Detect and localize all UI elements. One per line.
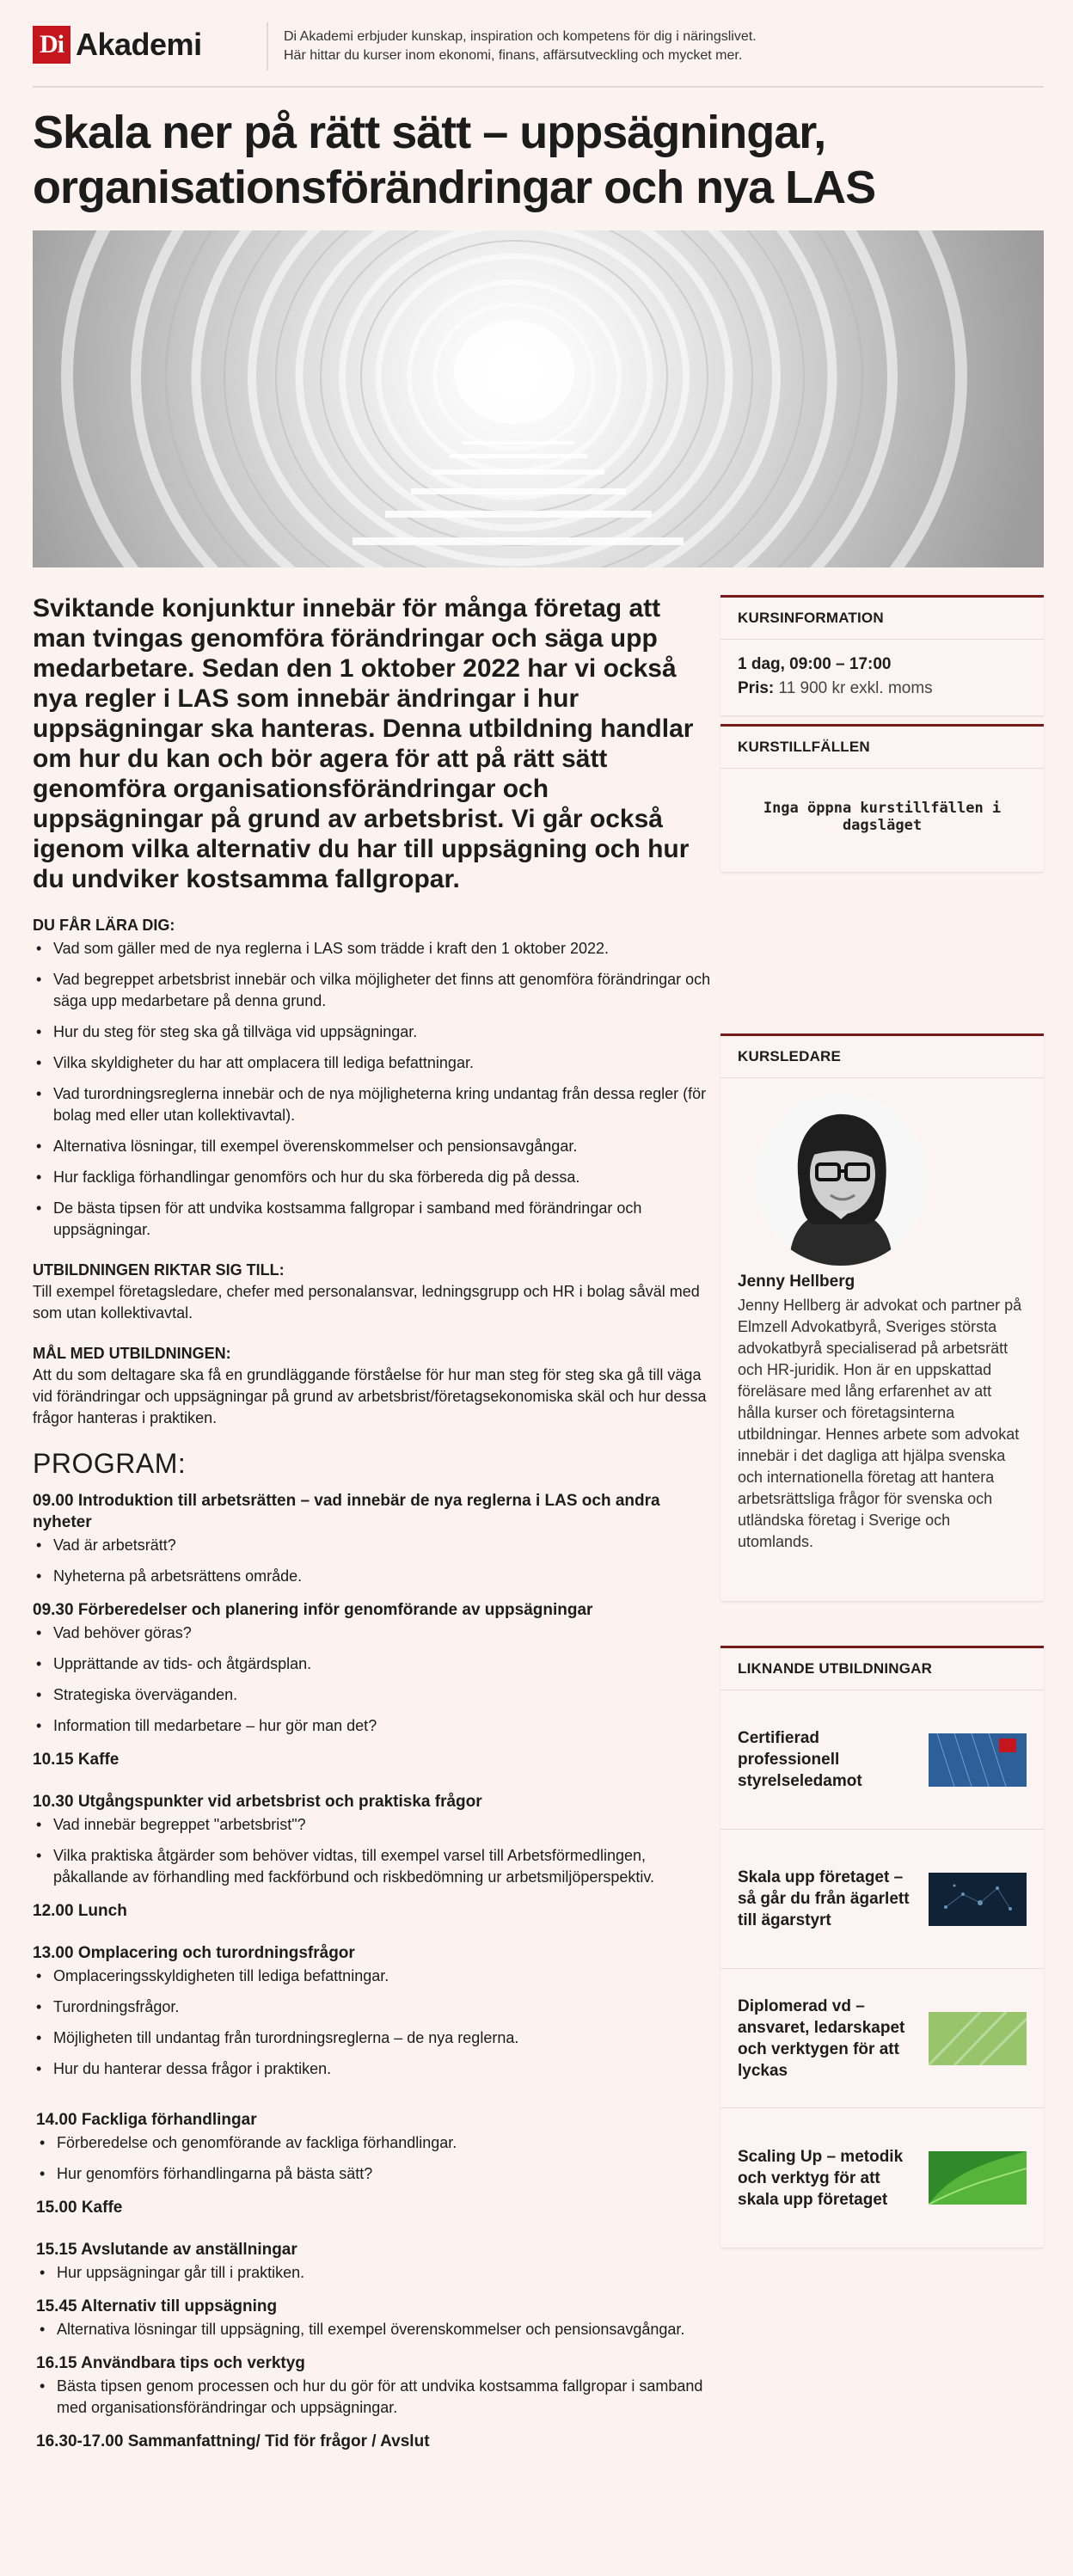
related-heading: LIKNANDE UTBILDNINGAR: [720, 1648, 1044, 1690]
related-course-title[interactable]: Diplomerad vd – ansvaret, ledarskapet och verktygen för att lyckas: [738, 1996, 905, 2080]
program-points: [36, 2132, 712, 2185]
list-item: • Förberedelse och genomförande av fackliga förhandlingar.: [36, 2132, 712, 2154]
teacher-name: Jenny Hellberg: [738, 1273, 855, 1291]
program-item-title: 15.45 Alternativ till uppsägning: [36, 2297, 278, 2315]
program-points: [33, 1814, 712, 1888]
related-course-thumbnail[interactable]: [929, 2012, 1027, 2065]
list-item: • Vad är arbetsrätt?: [33, 1535, 712, 1556]
program-item: [33, 1791, 712, 1888]
program-points: [36, 2262, 712, 2284]
program-item: [33, 2296, 712, 2340]
price-label: Pris:: [738, 679, 775, 697]
course-occasions-card: [720, 724, 1044, 872]
tagline-line-1: Di Akademi erbjuder kunskap, inspiration och kompetens för dig i näringslivet.: [284, 29, 757, 44]
program-item-title: 15.00 Kaffe: [36, 2199, 123, 2217]
program-item-title: 16.15 Användbara tips och verktyg: [36, 2354, 305, 2372]
related-courses-card: [720, 1646, 1044, 2248]
program-item: [33, 2197, 712, 2218]
program-item: [33, 2431, 712, 2452]
list-item: • Alternativa lösningar, till exempel överenskommelser och pensionsavgångar.: [33, 1136, 712, 1157]
list-item: • Möjligheten till undantag från turordningsreglerna – de nya reglerna.: [33, 2027, 712, 2049]
program-points: [36, 2319, 712, 2340]
related-course-title[interactable]: Certifierad professionell styrelseledamot: [738, 1729, 862, 1790]
related-course-item[interactable]: [720, 1969, 1044, 2108]
list-item: • Alternativa lösningar till uppsägning, till exempel överenskommelser och pensionsavgångar.: [36, 2319, 712, 2340]
course-info-card: [720, 595, 1044, 715]
program-points: [33, 1966, 712, 2080]
di-akademi-logo[interactable]: [33, 26, 202, 64]
course-description: [33, 915, 712, 2464]
teacher-portrait: [755, 1094, 927, 1266]
list-item: • Vad som gäller med de nya reglerna i LAS som trädde i kraft den 1 oktober 2022.: [33, 938, 712, 960]
program-item: [33, 1900, 712, 1922]
goal-heading: MÅL MED UTBILDNINGEN:: [33, 1345, 231, 1362]
thumbnail-network: [929, 1873, 1027, 1926]
list-item: • Hur du hanterar dessa frågor i praktiken.: [33, 2058, 712, 2080]
related-course-item[interactable]: [720, 1690, 1044, 1830]
list-item: • Information till medarbetare – hur gör man det?: [33, 1715, 712, 1737]
learn-heading: DU FÅR LÄRA DIG:: [33, 917, 175, 934]
course-leader-card: [720, 1033, 1044, 1601]
course-info-heading: KURSINFORMATION: [720, 598, 1044, 640]
hero-image-tunnel: [33, 230, 1044, 567]
goal-section: [33, 1343, 712, 1429]
related-course-thumbnail[interactable]: [929, 1733, 1027, 1787]
list-item: • Nyheterna på arbetsrättens område.: [33, 1566, 712, 1587]
page-title-line-2: organisationsförändringar och nya LAS: [33, 162, 876, 213]
program-item-title: 14.00 Fackliga förhandlingar: [36, 2111, 257, 2129]
list-item: • Vad turordningsreglerna innebär och de nya möjligheterna kring undantag från dessa regler (för bolag med eller utan kollektivavtal).: [33, 1083, 712, 1126]
related-course-item[interactable]: [720, 1830, 1044, 1969]
no-occasions-text: Inga öppna kurstillfällen i dagsläget: [763, 800, 1002, 834]
course-price: [738, 679, 1027, 698]
target-section: [33, 1260, 712, 1324]
list-item: • Vad begreppet arbetsbrist innebär och vilka möjligheter det finns att genomföra förändringar och säga upp medarbetare på denna grund.: [33, 969, 712, 1012]
program-item-title: 12.00 Lunch: [33, 1902, 127, 1920]
list-item: • Vad innebär begreppet "arbetsbrist"?: [33, 1814, 712, 1836]
program-heading: PROGRAM:: [33, 1448, 187, 1479]
program-points: [36, 2376, 712, 2419]
logo-wordmark: Akademi: [76, 27, 202, 62]
program-item-title: 10.15 Kaffe: [33, 1751, 120, 1769]
list-item: • Bästa tipsen genom processen och hur du gör för att undvika kostsamma fallgropar i samband med organisationsförändringar och uppsägningar.: [36, 2376, 712, 2419]
page-title: [33, 105, 978, 215]
portrait-illustration: [755, 1094, 927, 1266]
program-item: [33, 1599, 712, 1737]
list-item: • Hur uppsägningar går till i praktiken.: [36, 2262, 712, 2284]
target-text: Till exempel företagsledare, chefer med personalansvar, ledningsgrupp och HR i bolag såväl med som utan kollektivavtal.: [33, 1283, 700, 1322]
program-item-title: 09.00 Introduktion till arbetsrätten – vad innebär de nya reglerna i LAS och andra nyheter: [33, 1492, 660, 1531]
related-course-title[interactable]: Scaling Up – metodik och verktyg för att skala upp företaget: [738, 2147, 904, 2209]
list-item: • Vilka praktiska åtgärder som behöver vidtas, till exempel varsel till Arbetsförmedlingen, påkallande av förhandling med fackförbund och riskbedömning ur arbetsmiljöperspektiv.: [33, 1845, 712, 1888]
list-item: • Hur fackliga förhandlingar genomförs och hur du ska förbereda dig på dessa.: [33, 1167, 712, 1188]
related-course-item[interactable]: [720, 2108, 1044, 2248]
list-item: • Hur genomförs förhandlingarna på bästa sätt?: [36, 2163, 712, 2185]
related-course-thumbnail[interactable]: [929, 2151, 1027, 2205]
tunnel-illustration: [33, 230, 1044, 567]
tagline-line-2: Här hittar du kurser inom ekonomi, finans, affärsutveckling och mycket mer.: [284, 48, 743, 63]
list-item: • Hur du steg för steg ska gå tillväga vid uppsägningar.: [33, 1021, 712, 1043]
course-duration: 1 dag, 09:00 – 17:00: [738, 655, 892, 673]
thumbnail-leaf: [929, 2012, 1027, 2065]
course-leader-body: [720, 1078, 1044, 1565]
thumbnail-building: [929, 1733, 1027, 1787]
program-points: [33, 1535, 712, 1587]
goal-text: Att du som deltagare ska få en grundläggande förståelse för hur man steg för steg ska gå till väga vid förändringar och uppsägningar på grund av arbetsbrist/företagsekonomiska skäl och hur dessa frågor hanteras i praktiken.: [33, 1366, 707, 1426]
program-item: [33, 2352, 712, 2419]
list-item: • De bästa tipsen för att undvika kostsamma fallgropar i samband med förändringar och uppsägningar.: [33, 1198, 712, 1241]
program-item: [33, 1490, 712, 1587]
page-title-line-1: Skala ner på rätt sätt – uppsägningar,: [33, 107, 826, 158]
program-points: [33, 1622, 712, 1737]
site-header: [33, 22, 1044, 88]
course-info-body: [720, 640, 1044, 715]
target-heading: UTBILDNINGEN RIKTAR SIG TILL:: [33, 1261, 285, 1279]
related-course-title[interactable]: Skala upp företaget – så går du från ägarlett till ägarstyrt: [738, 1868, 910, 1929]
program-item-title: 10.30 Utgångspunkter vid arbetsbrist och praktiska frågor: [33, 1793, 482, 1811]
thumbnail-green-leaf: [929, 2151, 1027, 2205]
lead-paragraph: Sviktande konjunktur innebär för många företag att man tvingas genomföra förändringar och säga upp medarbetare. Sedan den 1 oktober 2022 har vi också nya regler i LAS som innebär ändringar i hur uppsägningar ska hanteras. Denna utbildning handlar om hur du kan och bör agera för att på rätt sätt genomföra organisationsförändringar och uppsägningar på grund av arbetsbrist. Vi går också igenom vilka alternativ du har till uppsägning och hur du undviker kostsamma fallgropar.: [33, 594, 694, 893]
list-item: • Vad behöver göras?: [33, 1622, 712, 1644]
program-item: [33, 1749, 712, 1770]
list-item: • Strategiska överväganden.: [33, 1684, 712, 1706]
list-item: • Upprättande av tids- och åtgärdsplan.: [33, 1653, 712, 1675]
program-item: [33, 2239, 712, 2284]
site-tagline: [267, 22, 757, 71]
logo-mark: Di: [33, 26, 71, 64]
teacher-bio: Jenny Hellberg är advokat och partner på Elmzell Advokatbyrå, Sveriges största advokatbyrå specialiserad på arbetsrätt och HR-juridik. Hon är en uppskattad föreläsare med lång erfarenhet av att hålla kurser och företagsinterna utbildningar. Hennes arbete som advokat innebär i det dagliga att hjälpa svenska och internationella företag att hantera arbetsrättsliga frågor för svenska och utländska företag i Sverige och utomlands.: [738, 1297, 1022, 1550]
course-leader-heading: KURSLEDARE: [720, 1036, 1044, 1078]
learn-list: [33, 938, 712, 1241]
program-item-title: 15.15 Avslutande av anställningar: [36, 2241, 297, 2259]
program-item: [33, 2109, 712, 2185]
list-item: • Turordningsfrågor.: [33, 1996, 712, 2018]
program-item: [33, 1942, 712, 2080]
list-item: • Vilka skyldigheter du har att omplacera till lediga befattningar.: [33, 1052, 712, 1074]
related-course-thumbnail[interactable]: [929, 1873, 1027, 1926]
price-value: 11 900 kr exkl. moms: [778, 679, 933, 697]
occasions-heading: KURSTILLFÄLLEN: [720, 727, 1044, 769]
program-item-title: 16.30-17.00 Sammanfattning/ Tid för frågor / Avslut: [36, 2432, 430, 2450]
program-item-title: 13.00 Omplacering och turordningsfrågor: [33, 1944, 355, 1962]
program-item-title: 09.30 Förberedelser och planering inför genomförande av uppsägningar: [33, 1601, 593, 1619]
list-item: • Omplaceringsskyldigheten till lediga befattningar.: [33, 1966, 712, 1987]
learn-section: [33, 915, 712, 1241]
